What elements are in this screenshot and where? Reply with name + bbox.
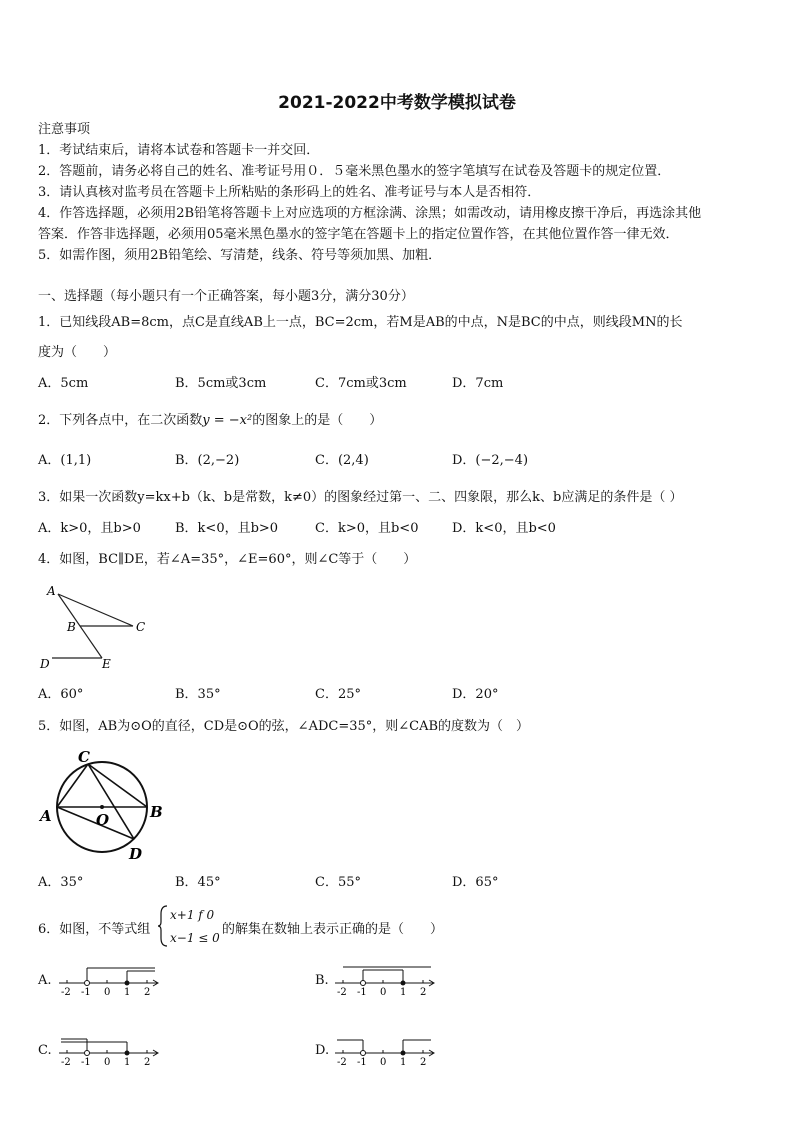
q4-option-d: D．20° bbox=[452, 687, 499, 702]
q4-option-a: A．60° bbox=[38, 687, 84, 702]
tick-label: 2 bbox=[144, 987, 151, 996]
q6-d-open-point bbox=[361, 1051, 366, 1056]
q6-option-c-label: C. bbox=[38, 1043, 52, 1058]
q3-option-c: C．k>0，且b<0 bbox=[315, 521, 419, 536]
tick-label: -1 bbox=[81, 1057, 91, 1066]
tick-label: 1 bbox=[400, 1057, 407, 1066]
tick-label: 1 bbox=[124, 987, 131, 996]
q2-formula: y = −x² bbox=[202, 413, 253, 428]
q5-label-b: B bbox=[150, 803, 163, 821]
q6-number-line-d bbox=[333, 1032, 438, 1066]
q5-center-point bbox=[100, 805, 104, 809]
q5-option-b: B．45° bbox=[175, 875, 221, 890]
tick-label: 0 bbox=[380, 1057, 387, 1066]
q2-option-c: C．(2,4) bbox=[315, 453, 369, 468]
tick-label: 1 bbox=[400, 987, 407, 996]
q1-option-a: A．5cm bbox=[38, 376, 89, 391]
q4-label-d: D bbox=[40, 657, 50, 671]
q2-prefix: 2．下列各点中，在二次函数 bbox=[38, 413, 203, 428]
q4-label-a: A bbox=[47, 584, 56, 598]
tick-label: 1 bbox=[124, 1057, 131, 1066]
q6-number-line-b bbox=[333, 962, 438, 996]
q3-option-b: B．k<0，且b>0 bbox=[175, 521, 279, 536]
q6-brace bbox=[157, 904, 169, 948]
tick-label: 2 bbox=[420, 987, 427, 996]
q5-chord-cb bbox=[88, 764, 147, 807]
q2-suffix: 的图象上的是（ ） bbox=[252, 413, 383, 428]
q1-option-c: C．7cm或3cm bbox=[315, 376, 407, 391]
q1-option-b: B．5cm或3cm bbox=[175, 376, 267, 391]
q6-d-closed-point bbox=[401, 1051, 406, 1056]
q4-figure bbox=[38, 580, 153, 672]
q6-a-closed-point bbox=[125, 981, 130, 986]
q3-option-a: A．k>0，且b>0 bbox=[38, 521, 141, 536]
q6-b-closed-point bbox=[401, 981, 406, 986]
tick-label: -1 bbox=[357, 987, 367, 996]
tick-label: -1 bbox=[81, 987, 91, 996]
notice-heading: 注意事项 bbox=[38, 122, 91, 137]
notice-item: 1．考试结束后，请将本试卷和答题卡一并交回． bbox=[38, 143, 320, 158]
q6-inequality-2: x−1 ≤ 0 bbox=[170, 931, 220, 945]
q5-option-d: D．65° bbox=[452, 875, 499, 890]
question-5-text: 5．如图，AB为⊙O的直径，CD是⊙O的弦，∠ADC=35°，则∠CAB的度数为（ ） bbox=[38, 719, 530, 734]
q4-option-b: B．35° bbox=[175, 687, 221, 702]
tick-label: 2 bbox=[144, 1057, 151, 1066]
q6-c-open-point bbox=[85, 1051, 90, 1056]
tick-label: -2 bbox=[337, 987, 347, 996]
q5-label-c: C bbox=[78, 748, 90, 766]
question-3-text: 3．如果一次函数y=kx+b（k、b是常数，k≠0）的图象经过第一、二、四象限，那么k、b应满足的条件是（ ） bbox=[38, 490, 683, 505]
question-2-text bbox=[38, 412, 382, 430]
q6-c-closed-point bbox=[125, 1051, 130, 1056]
q5-option-a: A．35° bbox=[38, 875, 84, 890]
q6-a-open-point bbox=[85, 981, 90, 986]
q4-option-c: C．25° bbox=[315, 687, 361, 702]
q5-label-a: A bbox=[40, 807, 52, 825]
tick-label: -2 bbox=[337, 1057, 347, 1066]
tick-label: 0 bbox=[104, 987, 111, 996]
page-title: 2021-2022中考数学模拟试卷 bbox=[278, 93, 516, 113]
q6-option-d-label: D. bbox=[315, 1043, 330, 1058]
q5-label-d: D bbox=[129, 845, 143, 863]
notice-item: 4．作答选择题，必须用2B铅笔将答题卡上对应选项的方框涂满、涂黑；如需改动，请用橡皮擦干净后，再选涂其他 bbox=[38, 206, 702, 221]
q5-chord-cd bbox=[88, 764, 134, 839]
q6-prefix: 6．如图，不等式组 bbox=[38, 922, 151, 937]
q4-label-e: E bbox=[102, 657, 111, 671]
tick-label: 2 bbox=[420, 1057, 427, 1066]
section-heading: 一、选择题（每小题只有一个正确答案，每小题3分，满分30分） bbox=[38, 289, 414, 304]
q6-b-open-point bbox=[361, 981, 366, 986]
q2-option-b: B．(2,−2) bbox=[175, 453, 240, 468]
q4-label-c: C bbox=[136, 620, 146, 634]
q6-number-line-c bbox=[57, 1032, 162, 1066]
q6-number-line-a bbox=[57, 962, 162, 996]
notice-item: 5．如需作图，须用2B铅笔绘、写清楚，线条、符号等须加黑、加粗． bbox=[38, 248, 442, 263]
q1-option-d: D．7cm bbox=[452, 376, 504, 391]
tick-label: 0 bbox=[380, 987, 387, 996]
notice-item: 答案．作答非选择题，必须用05毫米黑色墨水的签字笔在答题卡上的指定位置作答，在其他位置作答一律无效． bbox=[38, 227, 679, 242]
q6-suffix: 的解集在数轴上表示正确的是（ ） bbox=[222, 922, 444, 937]
q5-figure bbox=[36, 745, 171, 867]
notice-item: 3．请认真核对监考员在答题卡上所粘贴的条形码上的姓名、准考证号与本人是否相符． bbox=[38, 185, 541, 200]
q2-option-d: D．(−2,−4) bbox=[452, 453, 529, 468]
q6-inequality-1: x+1 f 0 bbox=[170, 908, 215, 922]
tick-label: -1 bbox=[357, 1057, 367, 1066]
question-4-text: 4．如图，BC∥DE，若∠A=35°，∠E=60°，则∠C等于（ ） bbox=[38, 552, 417, 567]
tick-label: -2 bbox=[61, 1057, 71, 1066]
q5-label-o: O bbox=[96, 811, 110, 829]
notice-item: 2．答题前，请务必将自己的姓名、准考证号用０．５毫米黑色墨水的签字笔填写在试卷及答题卡的规定位置． bbox=[38, 164, 671, 179]
tick-label: -2 bbox=[61, 987, 71, 996]
q3-option-d: D．k<0，且b<0 bbox=[452, 521, 556, 536]
q2-option-a: A．(1,1) bbox=[38, 453, 92, 468]
q5-option-c: C．55° bbox=[315, 875, 361, 890]
tick-label: 0 bbox=[104, 1057, 111, 1066]
question-1-text: 1．已知线段AB=8cm，点C是直线AB上一点，BC=2cm，若M是AB的中点，N是BC的中点，则线段MN的长 bbox=[38, 315, 683, 330]
q4-label-b: B bbox=[67, 620, 76, 634]
question-1-text-cont: 度为（ ） bbox=[38, 345, 117, 360]
q6-option-b-label: B. bbox=[315, 973, 329, 988]
q6-option-a-label: A. bbox=[38, 973, 52, 988]
